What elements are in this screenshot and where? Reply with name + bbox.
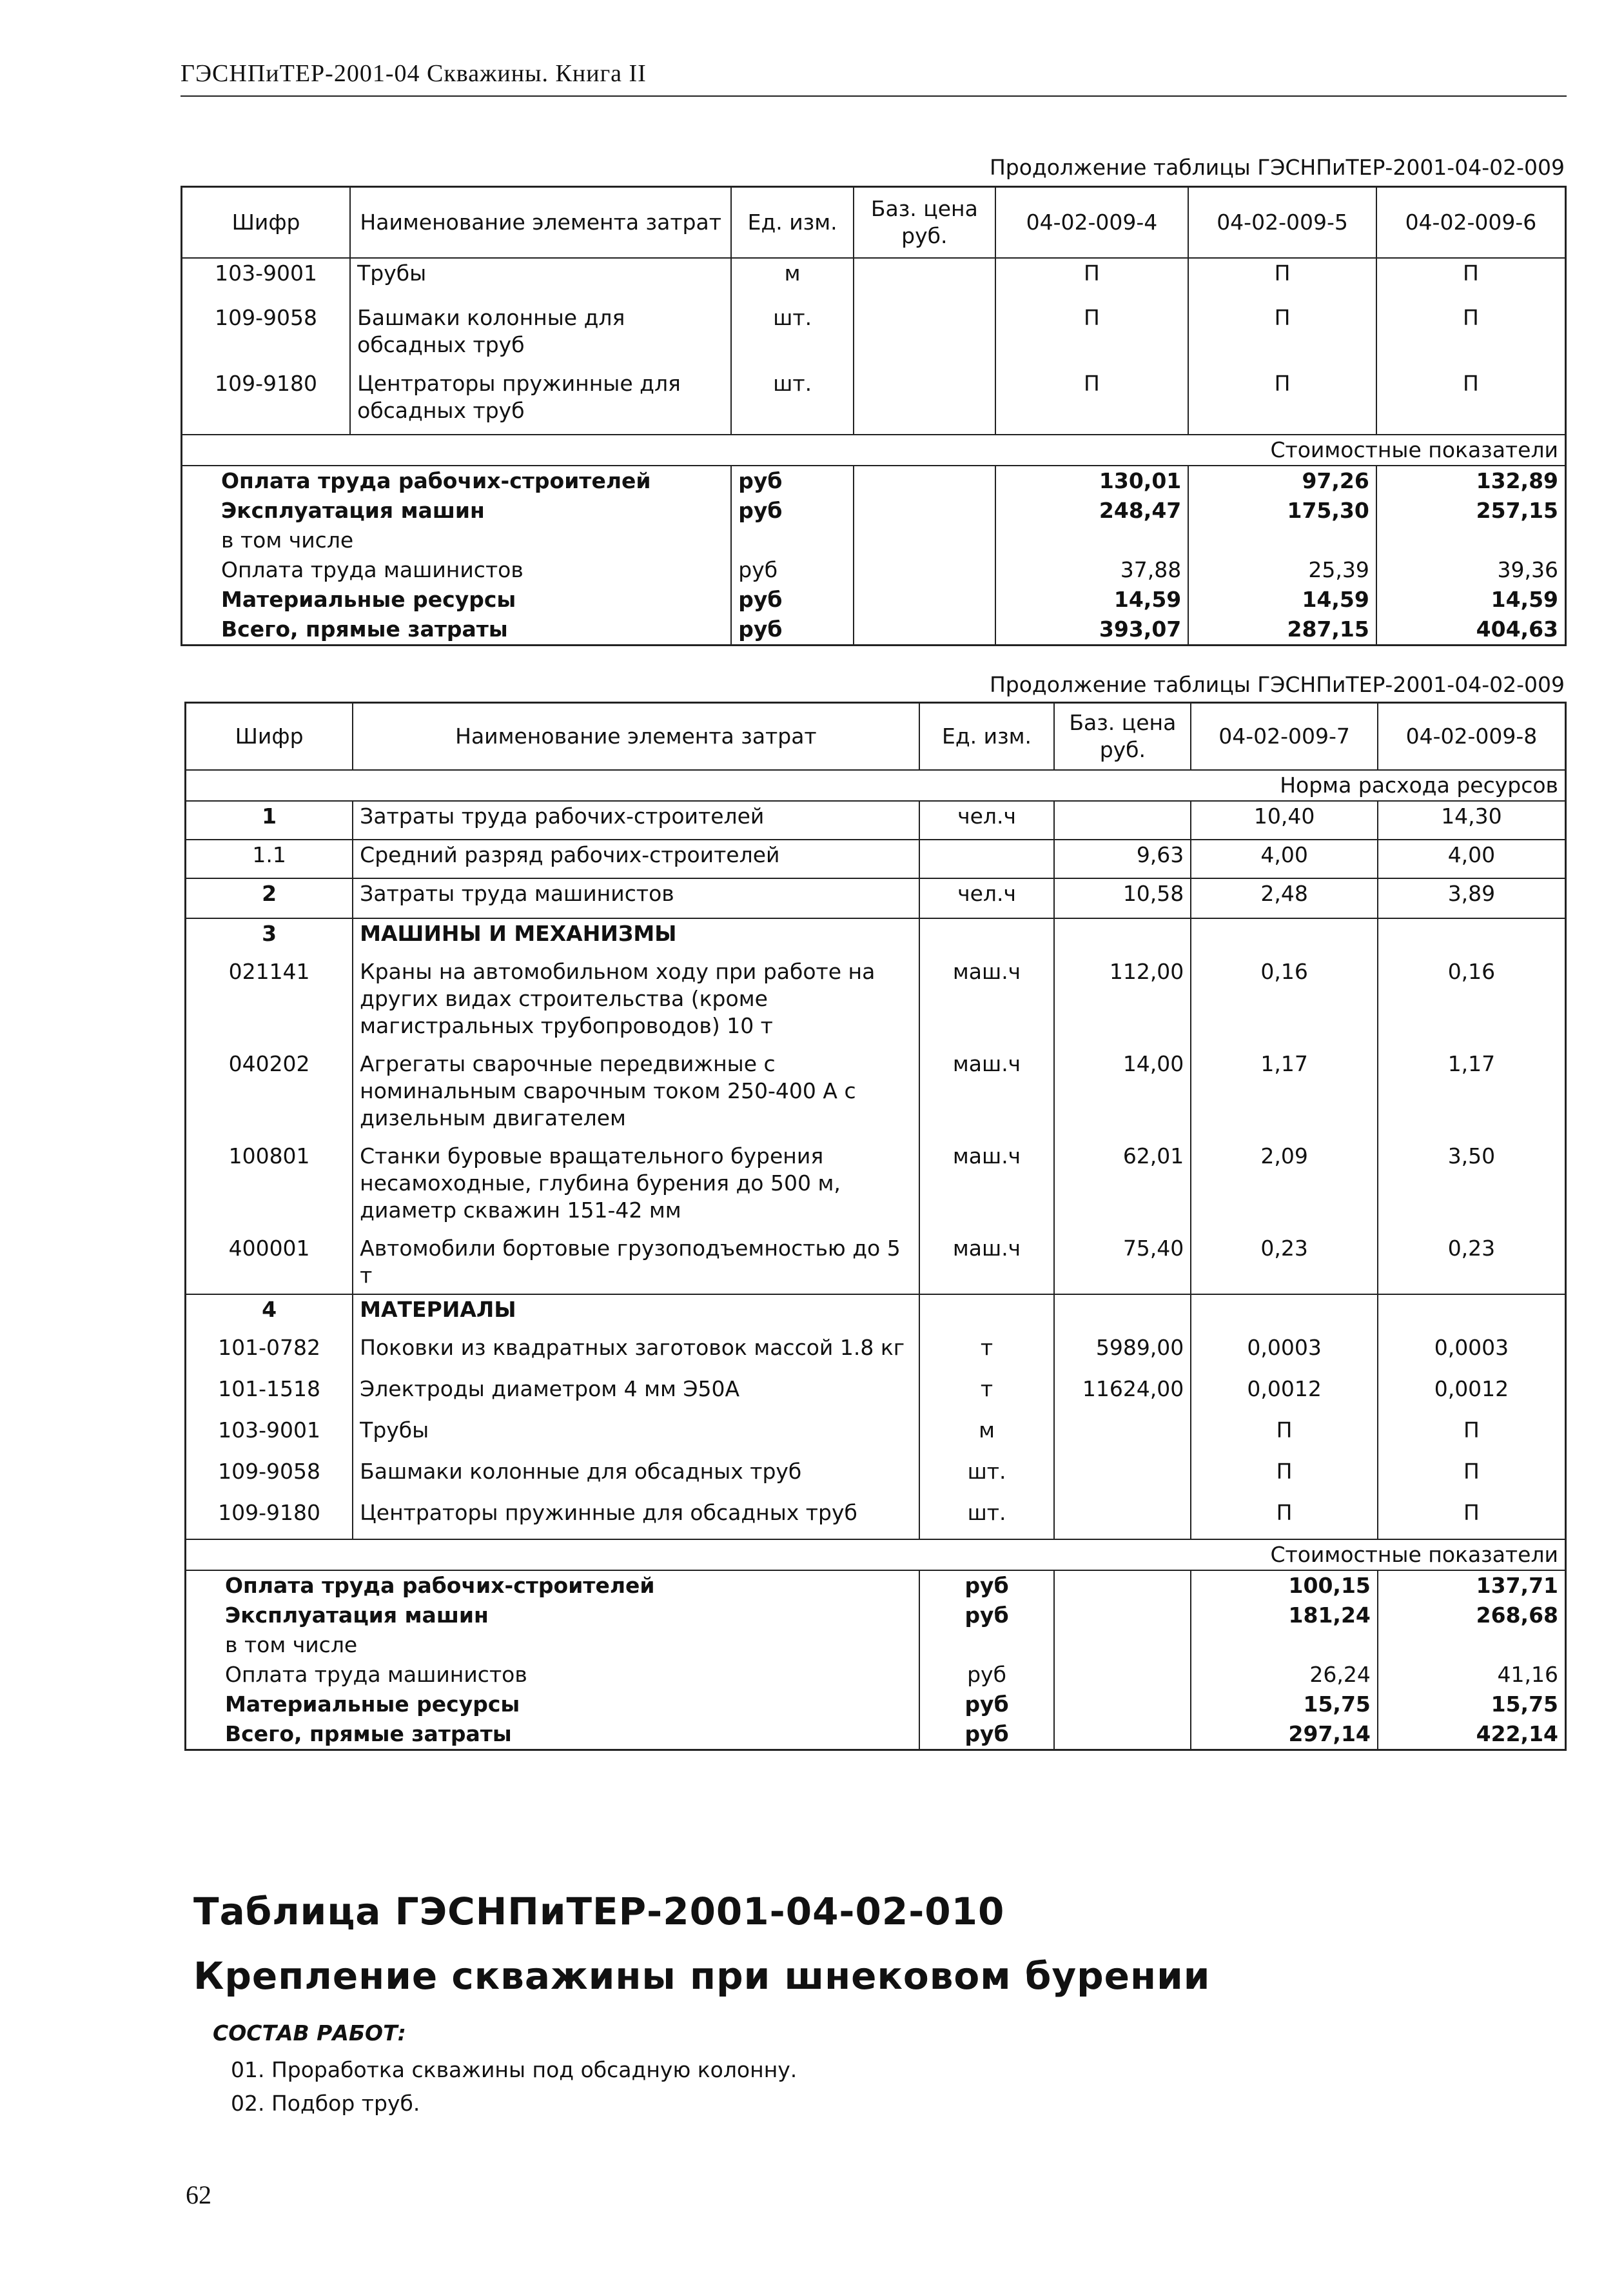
cost-name-cell: в том числе xyxy=(221,527,354,553)
value-cell xyxy=(1378,1630,1566,1660)
name-cell: МАШИНЫ И МЕХАНИЗМЫ xyxy=(353,918,919,957)
price-cell xyxy=(1054,801,1191,840)
unit-cell xyxy=(919,918,1055,957)
table-row xyxy=(182,303,1566,369)
table-row xyxy=(182,369,1566,435)
value-cell: 257,15 xyxy=(1376,496,1566,526)
name-cell: Агрегаты сварочные передвижные с номинальным сварочным током 250-400 А с дизельным двигателем xyxy=(353,1049,919,1141)
col-header-unit: Ед. изм. xyxy=(731,187,854,258)
value-cell: 15,75 xyxy=(1378,1690,1566,1719)
value-cell: 97,26 xyxy=(1188,466,1376,496)
operators-row xyxy=(186,878,1566,918)
name-cell: Затраты труда рабочих-строителей xyxy=(353,801,919,840)
value-cell: 4,00 xyxy=(1378,840,1566,878)
code-cell: 021141 xyxy=(228,958,310,984)
value-cell: 1,17 xyxy=(1191,1049,1378,1141)
work-item: 01. Проработка скважины под обсадную колонну. xyxy=(231,2057,797,2082)
machine-row xyxy=(186,957,1566,1049)
value-cell: П xyxy=(1376,303,1566,369)
value-cell xyxy=(1191,918,1378,957)
unit-cell: руб xyxy=(919,1601,1055,1630)
value-cell: П xyxy=(1376,369,1566,435)
price-cell xyxy=(1054,1294,1191,1333)
value-cell: 404,63 xyxy=(1376,615,1566,646)
value-cell: 100,15 xyxy=(1191,1570,1378,1601)
cost-row xyxy=(186,1690,1566,1719)
works-label: СОСТАВ РАБОТ: xyxy=(213,2020,406,2046)
code-cell: 101-1518 xyxy=(218,1376,321,1401)
machine-row xyxy=(186,1234,1566,1294)
value-cell: 4,00 xyxy=(1191,840,1378,878)
unit-cell: руб xyxy=(919,1690,1055,1719)
col-header-unit: Ед. изм. xyxy=(919,703,1055,770)
price-cell: 11624,00 xyxy=(1054,1374,1191,1416)
price-cell: 75,40 xyxy=(1054,1234,1191,1294)
price-cell xyxy=(1054,1630,1191,1660)
code-cell: 103-9001 xyxy=(215,260,317,286)
value-cell xyxy=(1378,918,1566,957)
cost-section-label: Стоимостные показатели xyxy=(186,1539,1566,1570)
material-row xyxy=(186,1374,1566,1416)
price-cell xyxy=(854,615,995,646)
price-cell: 62,01 xyxy=(1054,1141,1191,1234)
labor-row xyxy=(186,801,1566,840)
unit-cell: маш.ч xyxy=(919,1049,1055,1141)
value-cell: 175,30 xyxy=(1188,496,1376,526)
value-cell: П xyxy=(1378,1498,1566,1539)
table-a-header-row xyxy=(182,187,1566,258)
value-cell: П xyxy=(995,369,1189,435)
cost-row xyxy=(186,1719,1566,1750)
material-row xyxy=(186,1498,1566,1539)
unit-cell: шт. xyxy=(919,1457,1055,1498)
machine-row xyxy=(186,1141,1566,1234)
value-cell: П xyxy=(1191,1416,1378,1457)
value-cell: П xyxy=(1188,258,1376,303)
unit-cell xyxy=(919,1630,1055,1660)
cost-row xyxy=(182,555,1566,585)
unit-cell: руб xyxy=(731,496,854,526)
unit-cell: руб xyxy=(731,585,854,615)
unit-cell: руб xyxy=(919,1570,1055,1601)
value-cell: 37,88 xyxy=(995,555,1189,585)
cost-name-cell: Всего, прямые затраты xyxy=(225,1721,512,1746)
work-item: 02. Подбор труб. xyxy=(231,2091,420,2116)
name-cell: Центраторы пружинные для обсадных труб xyxy=(350,369,731,435)
value-cell: 10,40 xyxy=(1191,801,1378,840)
value-cell: 297,14 xyxy=(1191,1719,1378,1750)
cost-name-cell: Эксплуатация машин xyxy=(221,497,485,523)
col-header-norm-8: 04-02-009-8 xyxy=(1378,703,1566,770)
col-header-code: Шифр xyxy=(182,187,351,258)
value-cell: 14,59 xyxy=(995,585,1189,615)
price-cell: 10,58 xyxy=(1054,878,1191,918)
value-cell: П xyxy=(1188,303,1376,369)
material-row xyxy=(186,1457,1566,1498)
cost-row xyxy=(186,1660,1566,1690)
value-cell: 287,15 xyxy=(1188,615,1376,646)
price-cell xyxy=(1054,1570,1191,1601)
value-cell: 268,68 xyxy=(1378,1601,1566,1630)
name-cell: Трубы xyxy=(353,1416,919,1457)
value-cell: 26,24 xyxy=(1191,1660,1378,1690)
name-cell: Электроды диаметром 4 мм Э50А xyxy=(353,1374,919,1416)
table-b-norm-label-row xyxy=(186,770,1566,801)
value-cell: 0,0012 xyxy=(1191,1374,1378,1416)
value-cell: 137,71 xyxy=(1378,1570,1566,1601)
unit-cell xyxy=(731,526,854,555)
col-header-price: Баз. цена руб. xyxy=(854,187,995,258)
value-cell: П xyxy=(995,258,1189,303)
code-cell: 1 xyxy=(262,803,277,829)
table-b xyxy=(184,702,1567,1751)
material-row xyxy=(186,1333,1566,1374)
value-cell: 0,16 xyxy=(1191,957,1378,1049)
price-cell xyxy=(1054,1498,1191,1539)
price-cell xyxy=(854,466,995,496)
code-cell: 400001 xyxy=(228,1235,310,1261)
value-cell: 130,01 xyxy=(995,466,1189,496)
table-b-continuation-title: Продолжение таблицы ГЭСНПиТЕР-2001-04-02-009 xyxy=(989,672,1565,697)
value-cell: 393,07 xyxy=(995,615,1189,646)
cost-name-cell: в том числе xyxy=(225,1632,358,1657)
table-a-cost-label-row xyxy=(182,435,1566,466)
code-cell: 3 xyxy=(262,920,277,946)
value-cell xyxy=(995,526,1189,555)
table-a-continuation-title: Продолжение таблицы ГЭСНПиТЕР-2001-04-02-009 xyxy=(989,155,1565,180)
cost-row xyxy=(182,496,1566,526)
value-cell: 14,59 xyxy=(1188,585,1376,615)
unit-cell: т xyxy=(919,1374,1055,1416)
value-cell: 25,39 xyxy=(1188,555,1376,585)
value-cell: 0,0012 xyxy=(1378,1374,1566,1416)
code-cell: 101-0782 xyxy=(218,1334,321,1360)
value-cell: 14,59 xyxy=(1376,585,1566,615)
code-cell: 4 xyxy=(262,1296,277,1322)
cost-name-cell: Оплата труда рабочих-строителей xyxy=(221,468,651,493)
unit-cell: маш.ч xyxy=(919,1141,1055,1234)
name-cell: Автомобили бортовые грузоподъемностью до 5 т xyxy=(353,1234,919,1294)
value-cell xyxy=(1378,1294,1566,1333)
price-cell xyxy=(854,526,995,555)
code-cell: 2 xyxy=(262,880,277,906)
cost-name-cell: Оплата труда машинистов xyxy=(221,557,523,582)
cost-row xyxy=(182,466,1566,496)
value-cell: 1,17 xyxy=(1378,1049,1566,1141)
col-header-price: Баз. цена руб. xyxy=(1054,703,1191,770)
machine-row xyxy=(186,1049,1566,1141)
code-cell: 109-9058 xyxy=(215,304,317,330)
price-cell xyxy=(1054,1601,1191,1630)
value-cell xyxy=(1376,526,1566,555)
value-cell: 0,23 xyxy=(1378,1234,1566,1294)
name-cell: Трубы xyxy=(350,258,731,303)
page-number: 62 xyxy=(186,2180,211,2209)
unit-cell: шт. xyxy=(919,1498,1055,1539)
running-header: ГЭСНПиТЕР-2001-04 Скважины. Книга II xyxy=(181,60,647,87)
code-cell: 1.1 xyxy=(252,842,286,867)
value-cell: П xyxy=(1188,369,1376,435)
unit-cell: маш.ч xyxy=(919,957,1055,1049)
col-header-norm-4: 04-02-009-4 xyxy=(995,187,1189,258)
unit-cell xyxy=(919,840,1055,878)
price-cell: 5989,00 xyxy=(1054,1333,1191,1374)
unit-cell: чел.ч xyxy=(919,801,1055,840)
cost-name-cell: Всего, прямые затраты xyxy=(221,616,508,642)
cost-row xyxy=(186,1570,1566,1601)
col-header-norm-7: 04-02-009-7 xyxy=(1191,703,1378,770)
price-cell xyxy=(854,555,995,585)
price-cell xyxy=(854,496,995,526)
table-row xyxy=(182,258,1566,303)
code-cell: 100801 xyxy=(228,1143,310,1169)
value-cell: 422,14 xyxy=(1378,1719,1566,1750)
cost-name-cell: Оплата труда машинистов xyxy=(225,1661,527,1687)
unit-cell: руб xyxy=(731,615,854,646)
name-cell: Башмаки колонные для обсадных труб xyxy=(353,1457,919,1498)
col-header-norm-6: 04-02-009-6 xyxy=(1376,187,1566,258)
price-cell xyxy=(1054,1416,1191,1457)
name-cell: МАТЕРИАЛЫ xyxy=(353,1294,919,1333)
section-row-machines xyxy=(186,918,1566,957)
value-cell: 0,0003 xyxy=(1378,1333,1566,1374)
value-cell: 248,47 xyxy=(995,496,1189,526)
unit-cell: руб xyxy=(919,1660,1055,1690)
table-b-cost-label-row xyxy=(186,1539,1566,1570)
value-cell: 14,30 xyxy=(1378,801,1566,840)
next-table-title: Таблица ГЭСНПиТЕР-2001-04-02-010 xyxy=(193,1889,1005,1933)
price-cell xyxy=(1054,918,1191,957)
name-cell: Поковки из квадратных заготовок массой 1.8 кг xyxy=(353,1333,919,1374)
unit-cell: т xyxy=(919,1333,1055,1374)
cost-name-cell: Эксплуатация машин xyxy=(225,1602,489,1628)
name-cell: Станки буровые вращательного бурения несамоходные, глубина бурения до 500 м, диаметр скважин 151-42 мм xyxy=(353,1141,919,1234)
price-cell xyxy=(1054,1690,1191,1719)
cost-row xyxy=(186,1601,1566,1630)
value-cell: П xyxy=(1378,1457,1566,1498)
value-cell xyxy=(1191,1630,1378,1660)
labor-row xyxy=(186,840,1566,878)
price-cell: 112,00 xyxy=(1054,957,1191,1049)
table-b-header-row xyxy=(186,703,1566,770)
col-header-name: Наименование элемента затрат xyxy=(353,703,919,770)
value-cell: 2,48 xyxy=(1191,878,1378,918)
price-cell xyxy=(854,258,995,303)
value-cell: П xyxy=(995,303,1189,369)
next-table-subtitle: Крепление скважины при шнековом бурении xyxy=(193,1954,1211,1998)
code-cell: 040202 xyxy=(228,1051,310,1076)
unit-cell: руб xyxy=(731,466,854,496)
value-cell: П xyxy=(1191,1457,1378,1498)
col-header-name: Наименование элемента затрат xyxy=(350,187,731,258)
name-cell: Краны на автомобильном ходу при работе на других видах строительства (кроме магистральных трубопроводов) 10 т xyxy=(353,957,919,1049)
value-cell: П xyxy=(1191,1498,1378,1539)
price-cell xyxy=(854,585,995,615)
cost-name-cell: Материальные ресурсы xyxy=(225,1691,520,1717)
unit-cell: шт. xyxy=(731,303,854,369)
code-cell: 109-9058 xyxy=(218,1458,321,1484)
unit-cell: руб xyxy=(731,555,854,585)
value-cell: 181,24 xyxy=(1191,1601,1378,1630)
cost-section-label: Стоимостные показатели xyxy=(182,435,1566,466)
value-cell: 3,50 xyxy=(1378,1141,1566,1234)
price-cell xyxy=(1054,1457,1191,1498)
unit-cell: шт. xyxy=(731,369,854,435)
price-cell: 14,00 xyxy=(1054,1049,1191,1141)
section-row-materials xyxy=(186,1294,1566,1333)
cost-name-cell: Оплата труда рабочих-строителей xyxy=(225,1572,655,1598)
value-cell: 39,36 xyxy=(1376,555,1566,585)
value-cell: П xyxy=(1378,1416,1566,1457)
cost-name-cell: Материальные ресурсы xyxy=(221,586,516,612)
cost-row xyxy=(186,1630,1566,1660)
unit-cell: м xyxy=(731,258,854,303)
value-cell: 132,89 xyxy=(1376,466,1566,496)
value-cell: 41,16 xyxy=(1378,1660,1566,1690)
price-cell xyxy=(1054,1719,1191,1750)
value-cell: 0,23 xyxy=(1191,1234,1378,1294)
cost-row xyxy=(182,615,1566,646)
unit-cell xyxy=(919,1294,1055,1333)
table-a xyxy=(181,186,1567,646)
material-row xyxy=(186,1416,1566,1457)
unit-cell: маш.ч xyxy=(919,1234,1055,1294)
value-cell: 15,75 xyxy=(1191,1690,1378,1719)
value-cell: 2,09 xyxy=(1191,1141,1378,1234)
value-cell: 0,16 xyxy=(1378,957,1566,1049)
code-cell: 109-9180 xyxy=(215,370,317,396)
price-cell xyxy=(1054,1660,1191,1690)
name-cell: Башмаки колонные для обсадных труб xyxy=(350,303,731,369)
name-cell: Центраторы пружинные для обсадных труб xyxy=(353,1498,919,1539)
unit-cell: чел.ч xyxy=(919,878,1055,918)
header-rule xyxy=(181,95,1567,97)
value-cell: 0,0003 xyxy=(1191,1333,1378,1374)
name-cell: Затраты труда машинистов xyxy=(353,878,919,918)
price-cell: 9,63 xyxy=(1054,840,1191,878)
unit-cell: руб xyxy=(919,1719,1055,1750)
col-header-code: Шифр xyxy=(186,703,353,770)
price-cell xyxy=(854,369,995,435)
price-cell xyxy=(854,303,995,369)
norm-section-label: Норма расхода ресурсов xyxy=(186,770,1566,801)
cost-row xyxy=(182,585,1566,615)
code-cell: 103-9001 xyxy=(218,1417,321,1443)
unit-cell: м xyxy=(919,1416,1055,1457)
value-cell xyxy=(1191,1294,1378,1333)
name-cell: Средний разряд рабочих-строителей xyxy=(353,840,919,878)
cost-row xyxy=(182,526,1566,555)
value-cell: П xyxy=(1376,258,1566,303)
value-cell: 3,89 xyxy=(1378,878,1566,918)
code-cell: 109-9180 xyxy=(218,1499,321,1525)
col-header-norm-5: 04-02-009-5 xyxy=(1188,187,1376,258)
value-cell xyxy=(1188,526,1376,555)
